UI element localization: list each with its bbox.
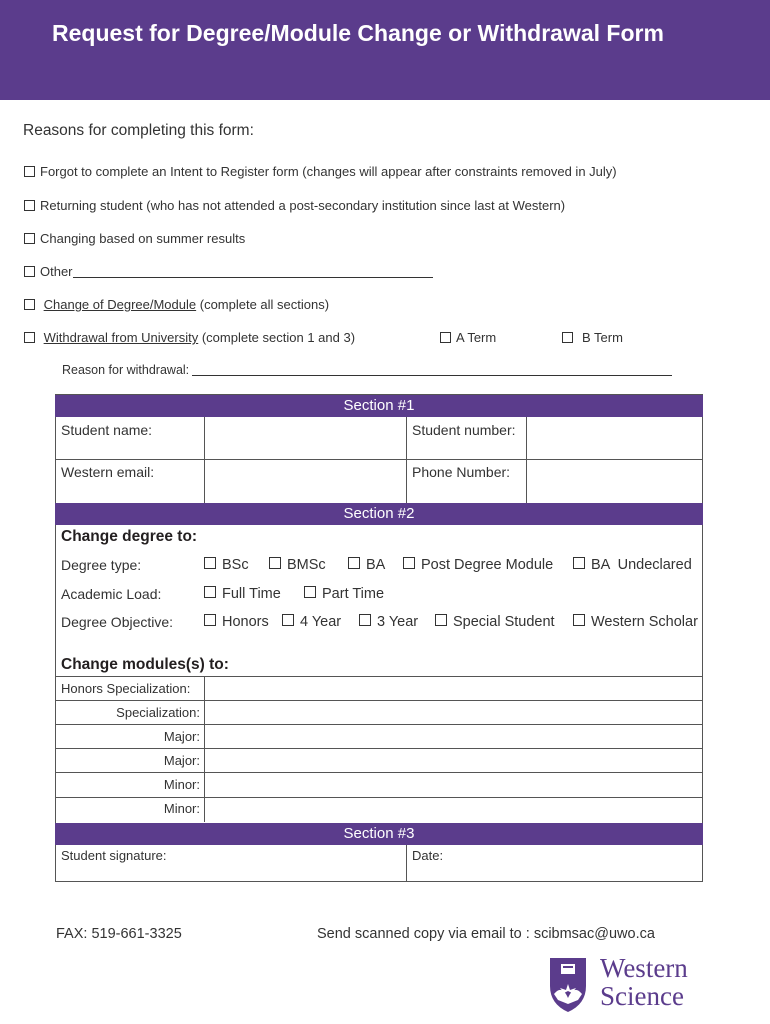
date-label: Date: bbox=[412, 848, 444, 863]
reason-option-summer[interactable] bbox=[24, 231, 245, 246]
checkbox[interactable] bbox=[282, 614, 294, 626]
option-label: Full Time bbox=[222, 586, 281, 602]
option-note: (complete all sections) bbox=[196, 297, 330, 312]
option-label: Special Student bbox=[453, 614, 555, 630]
option-label: Part Time bbox=[322, 586, 385, 602]
reason-option-other[interactable] bbox=[24, 264, 433, 279]
change-modules-heading: Change modules(s) to: bbox=[61, 656, 229, 673]
checkbox[interactable] bbox=[204, 614, 216, 626]
objective-3-year-option[interactable] bbox=[359, 614, 418, 630]
checkbox[interactable] bbox=[348, 557, 360, 569]
checkbox[interactable] bbox=[304, 586, 316, 598]
date-field[interactable] bbox=[407, 846, 702, 881]
email-instructions: Send scanned copy via email to : scibmsac@uwo.ca bbox=[317, 926, 655, 942]
reasons-heading: Reasons for completing this form: bbox=[23, 122, 254, 139]
checkbox[interactable] bbox=[403, 557, 415, 569]
option-label: BA bbox=[366, 557, 386, 573]
student-number-field[interactable] bbox=[527, 418, 702, 459]
module-field[interactable] bbox=[205, 798, 702, 822]
objective-western-scholar-option[interactable] bbox=[573, 614, 698, 630]
student-name-field[interactable] bbox=[205, 418, 406, 459]
divider bbox=[406, 417, 407, 503]
checkbox[interactable] bbox=[573, 557, 585, 569]
option-label: BSc bbox=[222, 557, 249, 573]
withdrawal-link[interactable]: Withdrawal from University bbox=[43, 330, 199, 345]
other-blank-line[interactable] bbox=[73, 265, 433, 278]
checkbox[interactable] bbox=[435, 614, 447, 626]
degree-bmsc-option[interactable] bbox=[269, 557, 326, 573]
logo-science-text: Science bbox=[600, 981, 684, 1011]
b-term-option[interactable] bbox=[562, 330, 623, 345]
phone-number-label: Phone Number: bbox=[412, 464, 511, 480]
checkbox[interactable] bbox=[24, 299, 35, 310]
checkbox[interactable] bbox=[440, 332, 451, 343]
degree-ba-undeclared-option[interactable] bbox=[573, 557, 692, 573]
logo-western-text: Western bbox=[600, 953, 688, 983]
header-banner bbox=[0, 0, 770, 100]
module-field[interactable] bbox=[205, 701, 702, 724]
checkbox[interactable] bbox=[24, 332, 35, 343]
student-signature-field[interactable] bbox=[56, 846, 406, 881]
western-email-field[interactable] bbox=[205, 460, 406, 502]
a-term-option[interactable] bbox=[440, 330, 496, 345]
module-label: Minor: bbox=[163, 801, 200, 816]
module-label: Specialization: bbox=[116, 705, 200, 720]
option-label: BA Undeclared bbox=[591, 557, 692, 573]
checkbox[interactable] bbox=[204, 557, 216, 569]
objective-4-year-option[interactable] bbox=[282, 614, 341, 630]
checkbox[interactable] bbox=[204, 586, 216, 598]
student-number-label: Student number: bbox=[412, 422, 516, 438]
module-field[interactable] bbox=[205, 677, 702, 700]
degree-bsc-option[interactable] bbox=[204, 557, 249, 573]
module-label: Honors Specialization: bbox=[61, 681, 191, 696]
checkbox[interactable] bbox=[562, 332, 573, 343]
objective-special-student-option[interactable] bbox=[435, 614, 555, 630]
option-label: Western Scholar bbox=[591, 614, 698, 630]
reason-option-withdrawal[interactable] bbox=[24, 330, 355, 345]
checkbox[interactable] bbox=[24, 233, 35, 244]
module-label: Major: bbox=[163, 753, 200, 768]
module-field[interactable] bbox=[205, 773, 702, 797]
degree-post-degree-option[interactable] bbox=[403, 557, 553, 573]
load-part-time-option[interactable] bbox=[304, 586, 384, 602]
objective-honors-option[interactable] bbox=[204, 614, 269, 630]
load-full-time-option[interactable] bbox=[204, 586, 281, 602]
section-3-header: Section #3 bbox=[55, 823, 703, 845]
reason-option-returning[interactable] bbox=[24, 198, 565, 213]
module-label: Minor: bbox=[163, 777, 200, 792]
option-label: Post Degree Module bbox=[421, 557, 554, 573]
module-field[interactable] bbox=[205, 725, 702, 748]
page-title: Request for Degree/Module Change or Withdrawal Form bbox=[52, 20, 664, 46]
option-label: Other bbox=[40, 264, 73, 279]
a-term-label: A Term bbox=[456, 330, 497, 345]
degree-type-label: Degree type: bbox=[61, 557, 142, 573]
option-label: BMSc bbox=[287, 557, 326, 573]
section-1-header: Section #1 bbox=[55, 395, 703, 417]
degree-objective-options bbox=[0, 614, 703, 634]
reason-option-intent[interactable] bbox=[24, 164, 617, 179]
withdrawal-reason-label: Reason for withdrawal: bbox=[62, 363, 190, 377]
phone-number-field[interactable] bbox=[527, 460, 702, 502]
student-name-label: Student name: bbox=[61, 422, 153, 438]
checkbox[interactable] bbox=[24, 200, 35, 211]
b-term-label: B Term bbox=[582, 330, 623, 345]
checkbox[interactable] bbox=[359, 614, 371, 626]
checkbox[interactable] bbox=[24, 266, 35, 277]
checkbox[interactable] bbox=[24, 166, 35, 177]
option-note: (complete section 1 and 3) bbox=[198, 330, 356, 345]
checkbox[interactable] bbox=[573, 614, 585, 626]
checkbox[interactable] bbox=[269, 557, 281, 569]
change-degree-link[interactable]: Change of Degree/Module bbox=[43, 297, 197, 312]
section-2-header: Section #2 bbox=[55, 503, 703, 525]
change-degree-heading: Change degree to: bbox=[61, 528, 198, 545]
withdrawal-reason-line[interactable] bbox=[192, 364, 672, 376]
option-label: Honors bbox=[222, 614, 269, 630]
withdrawal-reason-row bbox=[62, 363, 672, 377]
option-label: Returning student (who has not attended a post-secondary institution since last at Western) bbox=[40, 198, 566, 213]
module-label: Major: bbox=[163, 729, 200, 744]
degree-objective-label: Degree Objective: bbox=[61, 614, 174, 630]
fax-number: FAX: 519-661-3325 bbox=[56, 926, 182, 942]
option-label: 3 Year bbox=[377, 614, 419, 630]
reason-option-change-degree[interactable] bbox=[24, 297, 329, 312]
degree-ba-option[interactable] bbox=[348, 557, 385, 573]
option-label: Changing based on summer results bbox=[40, 231, 246, 246]
student-signature-label: Student signature: bbox=[61, 848, 167, 863]
option-label: 4 Year bbox=[300, 614, 342, 630]
academic-load-label: Academic Load: bbox=[61, 586, 162, 602]
option-label: Forgot to complete an Intent to Register form (changes will appear after constraints removed in July) bbox=[40, 164, 617, 179]
module-field[interactable] bbox=[205, 749, 702, 772]
western-email-label: Western email: bbox=[61, 464, 155, 480]
